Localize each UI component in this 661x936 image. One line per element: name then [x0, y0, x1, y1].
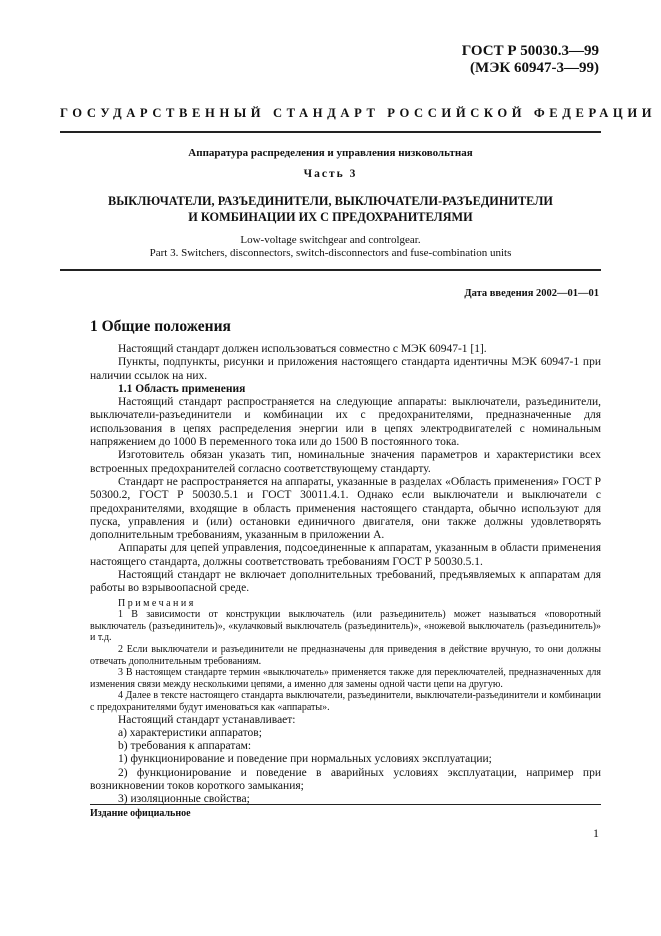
document-id	[462, 43, 599, 77]
list-item: b) требования к аппаратам:	[118, 740, 252, 753]
title-part: Часть 3	[303, 168, 358, 180]
document-id-iec: (МЭК 60947-3—99)	[470, 60, 599, 76]
page-number: 1	[593, 826, 599, 840]
paragraph: Настоящий стандарт не включает дополнительных требований, предъявляемых к аппаратам для работы во взрывоопасной среде.	[90, 569, 601, 595]
title-english-line1: Low-voltage switchgear and controlgear.	[240, 234, 421, 246]
paragraph: Пункты, подпункты, рисунки и приложения настоящего стандарта идентичны МЭК 60947-1 при наличии ссылок на них.	[90, 356, 601, 382]
notes-block	[90, 598, 601, 714]
notes-title: Примечания	[118, 597, 196, 609]
header-divider	[60, 131, 601, 133]
paragraph: Настоящий стандарт распространяется на следующие аппараты: выключатели, разъединители, выключатели-разъединители и комбинации их с предохранителями, предназначенные для использования в цепях распределения энергии или в цепях электродвигателей с номинальным напряжением до 1000 В переменного тока или до 1500 В постоянного тока.	[90, 396, 601, 449]
section-1	[90, 318, 601, 807]
paragraph: Аппараты для цепей управления, подсоединенные к аппаратам, указанным в области применения настоящего стандарта, должны соответствовать требованиям ГОСТ Р 50030.5.1.	[90, 542, 601, 568]
title-divider	[60, 269, 601, 271]
document-id-gost: ГОСТ Р 50030.3—99	[461, 43, 599, 59]
title-english-line2: Part 3. Switchers, disconnectors, switch-disconnectors and fuse-combination units	[149, 247, 512, 259]
note-item: 2 Если выключатели и разъединители не предназначены для приведения в действие вручную, то они должны отвечать дополнительным требованиям.	[90, 644, 601, 667]
paragraph: Настоящий стандарт должен использоваться совместно с МЭК 60947-1 [1].	[118, 343, 487, 355]
state-standard-header: ГОСУДАРСТВЕННЫЙ СТАНДАРТ РОССИЙСКОЙ ФЕДЕРАЦИИ	[60, 106, 657, 120]
paragraph: Стандарт не распространяется на аппараты, указанные в разделах «Область применения» ГОСТ Р 50300.2, ГОСТ Р 50030.5.1 и ГОСТ 30011.4.1. Однако если выключатели и выключатели с предохранителями, входящие в область применения настоящего стандарта, обычно используют для пуска, управления и (или) остановки единичного двигателя, они также должны удовлетворять дополнительным требованиям, указанным в приложении А.	[90, 475, 601, 542]
title-main-line2: И КОМБИНАЦИИ ИХ С ПРЕДОХРАНИТЕЛЯМИ	[188, 210, 473, 224]
introduction-date: Дата введения 2002—01—01	[464, 288, 599, 299]
edition-label: Издание официальное	[90, 808, 191, 819]
section-1-heading: 1 Общие положения	[90, 318, 231, 335]
list-item: а) характеристики аппаратов;	[118, 726, 262, 739]
note-item: 3 В настоящем стандарте термин «выключатель» применяется также для переключателей, предназначенных для изменения связи между несколькими цепями, а именно для замены одной части цепи на другую.	[90, 667, 601, 690]
subsection-heading: 1.1 Область применения	[118, 382, 246, 395]
title-english	[60, 234, 601, 260]
title-main-line1: ВЫКЛЮЧАТЕЛИ, РАЗЪЕДИНИТЕЛИ, ВЫКЛЮЧАТЕЛИ-РАЗЪЕДИНИТЕЛИ	[108, 194, 553, 208]
note-item: 4 Далее в тексте настоящего стандарта выключатели, разъединители, выключатели-разъединители и комбинации с предохранителями будут именоваться как «аппараты».	[90, 690, 601, 713]
paragraph: Изготовитель обязан указать тип, номинальные значения параметров и характеристики всех встроенных предохранителей согласно соответствующему стандарту.	[90, 449, 601, 475]
list-item: 1) функционирование и поведение при нормальных условиях эксплуатации;	[118, 753, 492, 766]
list-item: 2) функционирование и поведение в аварийных условиях эксплуатации, например при возникновении токов короткого замыкания;	[90, 766, 601, 793]
list-item: 3) изоляционные свойства;	[118, 793, 250, 806]
paragraph: Настоящий стандарт устанавливает:	[118, 713, 296, 726]
title-main	[60, 193, 601, 225]
footer-divider	[90, 804, 601, 805]
note-item: 1 В зависимости от конструкции выключатель (или разъединитель) может называться «поворотный выключатель (разъединитель)», «кулачковый выключатель (разъединитель)», «ножевой выключатель (разъединитель)» и т.д.	[90, 609, 601, 644]
title-category: Аппаратура распределения и управления низковольтная	[188, 147, 473, 159]
